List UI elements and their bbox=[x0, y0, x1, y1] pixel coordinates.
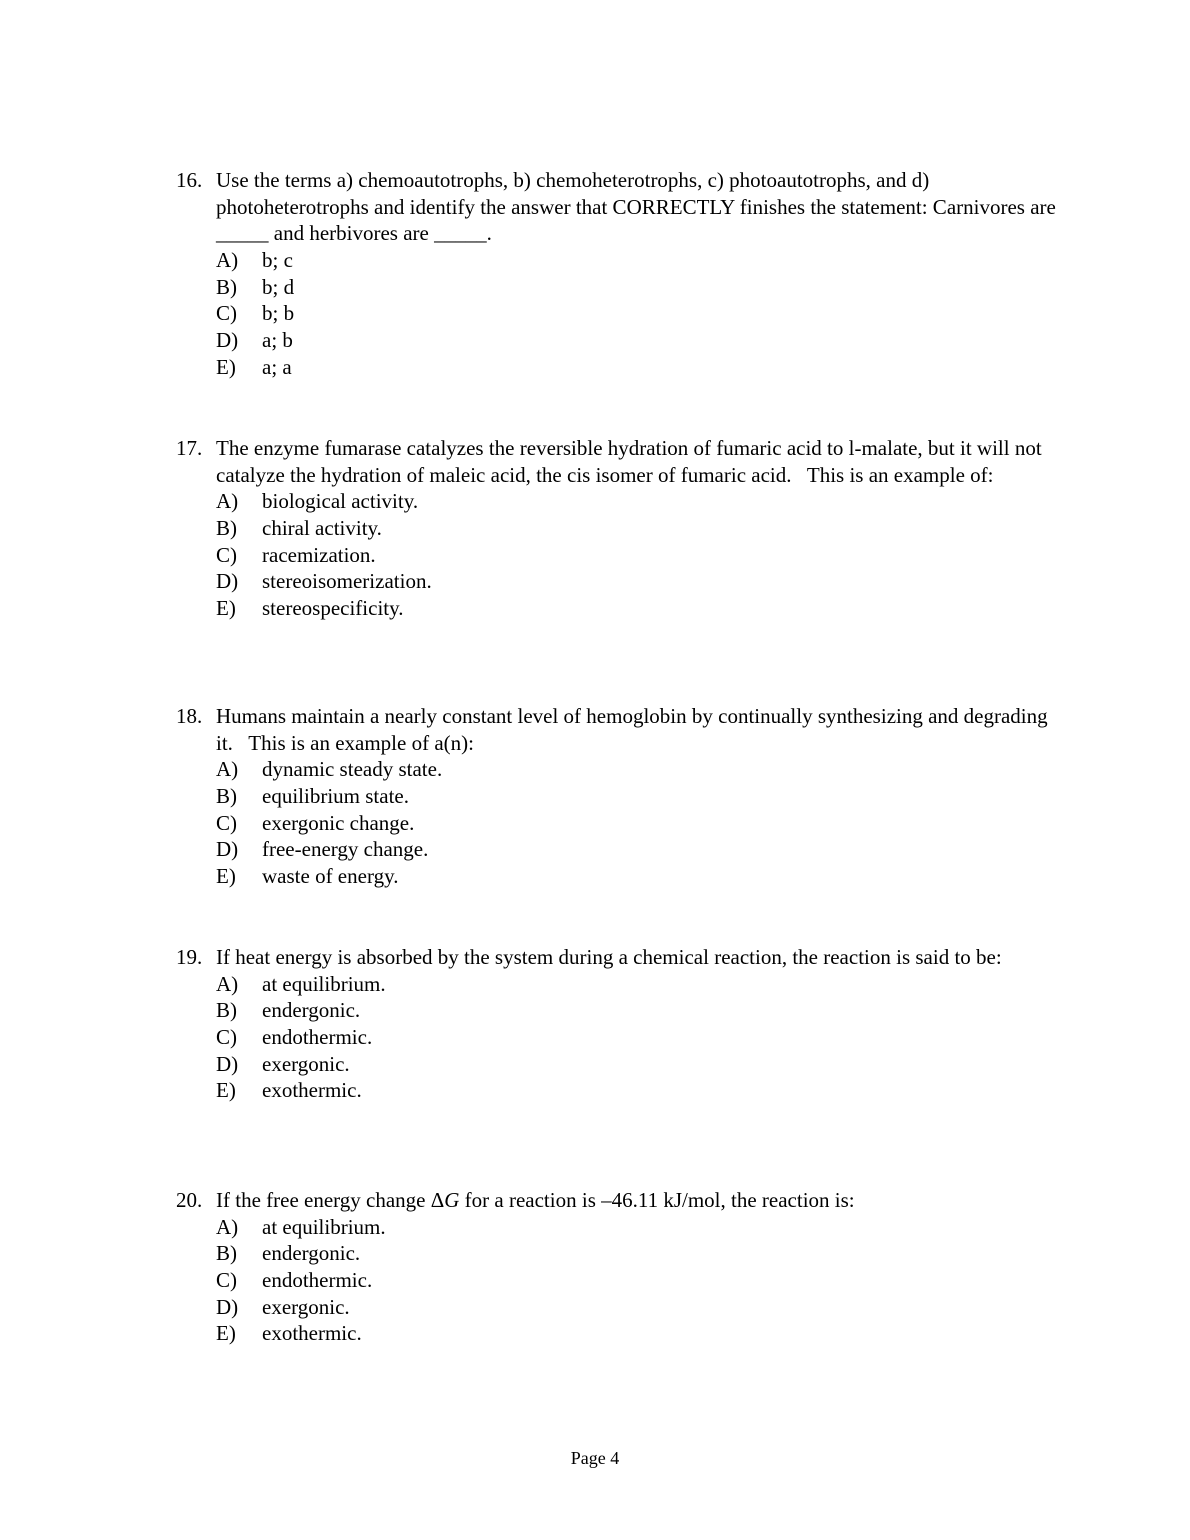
option-text: stereoisomerization. bbox=[262, 569, 432, 594]
answer-option-e bbox=[216, 1320, 1056, 1347]
option-text: biological activity. bbox=[262, 489, 419, 514]
question-stem: Use the terms a) chemoautotrophs, b) chemoheterotrophs, c) photoautotrophs, and d) photoheterotrophs and identify the answer that CORRECTLY finishes the statement: Carnivores are _____ and herbivores are _____. bbox=[216, 168, 1062, 246]
option-letter: C) bbox=[216, 301, 237, 326]
answer-option-b bbox=[216, 783, 1056, 810]
option-letter: C) bbox=[216, 1025, 237, 1050]
option-text: dynamic steady state. bbox=[262, 757, 443, 782]
option-text: b; c bbox=[262, 248, 293, 273]
option-letter: B) bbox=[216, 1241, 237, 1266]
option-letter: C) bbox=[216, 1268, 237, 1293]
answer-options bbox=[216, 1214, 1056, 1347]
question-stem: The enzyme fumarase catalyzes the reversible hydration of fumaric acid to l-malate, but it will not catalyze the hydration of maleic acid, the cis isomer of fumaric acid. This is an example of: bbox=[216, 436, 1047, 487]
question-stem: If heat energy is absorbed by the system during a chemical reaction, the reaction is said to be: bbox=[216, 945, 1002, 969]
option-letter: A) bbox=[216, 248, 239, 273]
question-number: 18. bbox=[176, 704, 203, 728]
option-text: equilibrium state. bbox=[262, 784, 409, 809]
answer-option-a bbox=[216, 488, 1056, 515]
option-letter: E) bbox=[216, 864, 236, 889]
question-number: 16. bbox=[176, 168, 203, 192]
option-letter: E) bbox=[216, 1321, 236, 1346]
option-letter: B) bbox=[216, 274, 237, 299]
option-text: exothermic. bbox=[262, 1321, 362, 1346]
answer-options bbox=[216, 488, 1056, 621]
answer-option-e bbox=[216, 354, 1056, 381]
option-letter: D) bbox=[216, 328, 239, 353]
option-letter: A) bbox=[216, 971, 239, 996]
option-text: at equilibrium. bbox=[262, 971, 386, 996]
option-text: exothermic. bbox=[262, 1078, 362, 1103]
option-text: racemization. bbox=[262, 542, 376, 567]
stem-italic-symbol: G bbox=[444, 1188, 460, 1212]
question-16 bbox=[176, 167, 1062, 381]
answer-option-c bbox=[216, 810, 1056, 837]
answer-options bbox=[216, 756, 1056, 889]
option-text: exergonic change. bbox=[262, 810, 415, 835]
answer-option-d bbox=[216, 1294, 1056, 1321]
answer-option-a bbox=[216, 247, 1056, 274]
answer-option-c bbox=[216, 1024, 1056, 1051]
option-letter: C) bbox=[216, 810, 237, 835]
answer-option-c bbox=[216, 1267, 1056, 1294]
answer-option-e bbox=[216, 1077, 1056, 1104]
option-text: endergonic. bbox=[262, 1241, 361, 1266]
option-letter: E) bbox=[216, 596, 236, 621]
question-17 bbox=[176, 435, 1056, 622]
option-text: b; d bbox=[262, 274, 295, 299]
option-letter: D) bbox=[216, 1051, 239, 1076]
option-text: b; b bbox=[262, 301, 295, 326]
stem-text-before: If the free energy change Δ bbox=[216, 1188, 445, 1212]
answer-option-e bbox=[216, 863, 1056, 890]
option-letter: E) bbox=[216, 354, 236, 379]
option-text: endothermic. bbox=[262, 1268, 373, 1293]
question-number: 20. bbox=[176, 1188, 203, 1212]
question-stem bbox=[216, 1187, 1056, 1214]
option-letter: A) bbox=[216, 1214, 239, 1239]
answer-option-d bbox=[216, 1051, 1056, 1078]
option-letter: D) bbox=[216, 1294, 239, 1319]
answer-option-c bbox=[216, 542, 1056, 569]
option-text: a; a bbox=[262, 354, 292, 379]
answer-option-d bbox=[216, 568, 1056, 595]
option-text: a; b bbox=[262, 328, 293, 353]
option-text: chiral activity. bbox=[262, 516, 382, 541]
page-number: Page 4 bbox=[570, 1448, 620, 1468]
question-number: 19. bbox=[176, 945, 203, 969]
question-number: 17. bbox=[176, 436, 203, 460]
option-letter: A) bbox=[216, 757, 239, 782]
answer-option-e bbox=[216, 595, 1056, 622]
answer-options bbox=[216, 971, 1056, 1104]
question-18 bbox=[176, 703, 1056, 890]
option-letter: B) bbox=[216, 516, 237, 541]
option-letter: B) bbox=[216, 784, 237, 809]
answer-option-a bbox=[216, 1214, 1056, 1241]
option-text: waste of energy. bbox=[262, 864, 399, 889]
option-text: at equilibrium. bbox=[262, 1214, 386, 1239]
option-letter: A) bbox=[216, 489, 239, 514]
answer-option-d bbox=[216, 327, 1056, 354]
option-text: exergonic. bbox=[262, 1294, 350, 1319]
answer-option-b bbox=[216, 997, 1056, 1024]
answer-option-a bbox=[216, 756, 1056, 783]
option-text: stereospecificity. bbox=[262, 596, 404, 621]
answer-option-c bbox=[216, 300, 1056, 327]
answer-option-b bbox=[216, 1240, 1056, 1267]
answer-options bbox=[216, 247, 1056, 380]
answer-option-d bbox=[216, 836, 1056, 863]
option-letter: D) bbox=[216, 569, 239, 594]
answer-option-a bbox=[216, 971, 1056, 998]
option-letter: C) bbox=[216, 542, 237, 567]
option-text: exergonic. bbox=[262, 1051, 350, 1076]
option-text: endergonic. bbox=[262, 998, 361, 1023]
option-letter: D) bbox=[216, 837, 239, 862]
question-stem: Humans maintain a nearly constant level of hemoglobin by continually synthesizing and degrading it. This is an example of a(n): bbox=[216, 704, 1053, 755]
stem-text-after: for a reaction is –46.11 kJ/mol, the reaction is: bbox=[459, 1188, 855, 1212]
option-letter: E) bbox=[216, 1078, 236, 1103]
answer-option-b bbox=[216, 274, 1056, 301]
option-letter: B) bbox=[216, 998, 237, 1023]
option-text: free-energy change. bbox=[262, 837, 429, 862]
question-19 bbox=[176, 944, 1056, 1104]
question-20 bbox=[176, 1187, 1056, 1347]
answer-option-b bbox=[216, 515, 1056, 542]
option-text: endothermic. bbox=[262, 1025, 373, 1050]
